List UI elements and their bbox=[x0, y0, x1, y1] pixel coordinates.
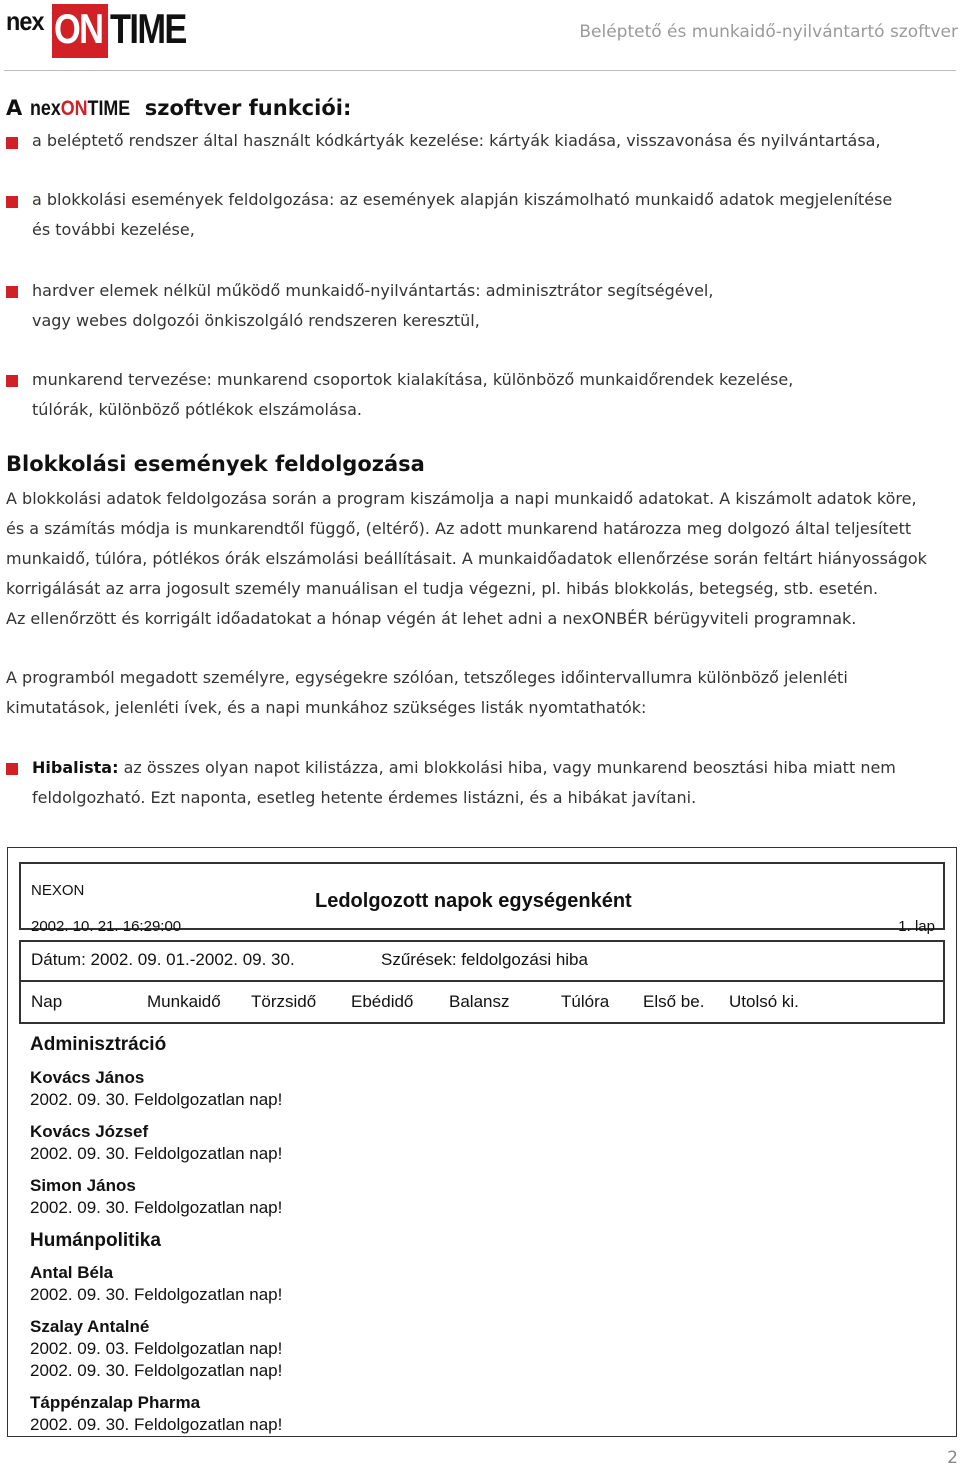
paragraph-line: és a számítás módja is munkarendtől függő, (eltérő). Az adott munkarend határozza meg dolgozó által teljesített bbox=[6, 519, 912, 538]
paragraph-line: A blokkolási adatok feldolgozása során a program kiszámolja a napi munkaidő adatokat. A kiszámolt adatok köre, bbox=[6, 489, 917, 508]
report-entry: 2002. 09. 30. Feldolgozatlan nap! bbox=[30, 1198, 283, 1217]
column-header: Utolsó ki. bbox=[729, 992, 799, 1011]
report-title: Ledolgozott napok egységenként bbox=[315, 890, 632, 912]
header-title: Beléptető és munkaidő-nyilvántartó szoftver bbox=[579, 22, 958, 42]
bullet-icon bbox=[6, 375, 18, 387]
function-item-4 bbox=[32, 365, 793, 425]
bullet-icon bbox=[6, 196, 18, 208]
section-heading: Blokkolási események feldolgozása bbox=[6, 452, 425, 476]
report-divider bbox=[21, 980, 943, 982]
column-header: Törzsidő bbox=[251, 992, 317, 1011]
column-header: Nap bbox=[31, 992, 63, 1011]
hibalista-label: Hibalista: bbox=[32, 758, 119, 777]
function-item-line: a beléptető rendszer által használt kódkártyák kezelése: kártyák kiadása, visszavonása és nyilvántartása, bbox=[32, 131, 881, 150]
bullet-icon bbox=[6, 763, 18, 775]
paragraph-line: munkaidő, túlóra, pótlékos órák elszámolási beállításait. A munkaidőadatok ellenőrzése során feltárt hiányosságok bbox=[6, 549, 927, 568]
report-filter-box bbox=[19, 940, 945, 1024]
report-person-name: Kovács József bbox=[30, 1122, 149, 1141]
report-date-range: Dátum: 2002. 09. 01.-2002. 09. 30. bbox=[31, 950, 295, 969]
function-item-line: és további kezelése, bbox=[32, 220, 195, 239]
report-company: NEXON bbox=[31, 882, 85, 899]
report-person-name: Szalay Antalné bbox=[30, 1317, 150, 1336]
column-header: Első be. bbox=[643, 992, 705, 1011]
bullet-icon bbox=[6, 286, 18, 298]
page-number: 2 bbox=[947, 1448, 958, 1468]
report-person-name: Simon János bbox=[30, 1176, 136, 1195]
section-paragraph-2 bbox=[6, 663, 956, 723]
function-item-3 bbox=[32, 276, 713, 336]
function-item-line: a blokkolási események feldolgozása: az események alapján kiszámolható munkaidő adatok megjelenítése bbox=[32, 190, 893, 209]
column-header: Ebédidő bbox=[351, 992, 414, 1011]
functions-heading-suffix: szoftver funkciói: bbox=[144, 96, 352, 120]
report-filters: Szűrések: feldolgozási hiba bbox=[381, 950, 588, 969]
report-group-title: Humánpolitika bbox=[30, 1230, 161, 1251]
column-header: Munkaidő bbox=[147, 992, 221, 1011]
paragraph-line: korrigálását az arra jogosult személy manuálisan el tudja végezni, pl. hibás blokkolás, betegség, stb. esetén. bbox=[6, 579, 879, 598]
brand-time: TIME bbox=[87, 97, 130, 120]
function-item-line: vagy webes dolgozói önkiszolgáló rendszeren keresztül, bbox=[32, 311, 480, 330]
brand-on: ON bbox=[60, 97, 88, 120]
logo-on: ON bbox=[54, 5, 103, 52]
paragraph-line: Az ellenőrzött és korrigált időadatokat a hónap végén át lehet adni a nexONBÉR bérügyviteli programnak. bbox=[6, 609, 857, 628]
hibalista-line-1 bbox=[32, 753, 896, 783]
report-person-name: Antal Béla bbox=[30, 1263, 114, 1282]
section-paragraph-1 bbox=[6, 484, 956, 634]
functions-heading bbox=[6, 96, 351, 121]
brand-nex: nex bbox=[29, 97, 61, 120]
functions-heading-brand bbox=[30, 97, 130, 121]
report-entry: 2002. 09. 03. Feldolgozatlan nap! bbox=[30, 1339, 283, 1358]
bullet-icon bbox=[6, 137, 18, 149]
column-header: Túlóra bbox=[561, 992, 610, 1011]
header-divider bbox=[4, 70, 956, 71]
report-group-title: Adminisztráció bbox=[30, 1034, 167, 1055]
report-person-name: Táppénzalap Pharma bbox=[30, 1393, 201, 1412]
report-entry: 2002. 09. 30. Feldolgozatlan nap! bbox=[30, 1285, 283, 1304]
report-entry: 2002. 09. 30. Feldolgozatlan nap! bbox=[30, 1415, 283, 1434]
hibalista-line-2: feldolgozható. Ezt naponta, esetleg hetente érdemes listázni, és a hibákat javítani. bbox=[32, 788, 697, 807]
logo-nex: nex bbox=[6, 6, 44, 36]
report-datetime: 2002. 10. 21. 16:29:00 bbox=[31, 918, 182, 935]
column-header: Balansz bbox=[449, 992, 510, 1011]
report-page: 1. lap bbox=[898, 918, 935, 935]
functions-heading-prefix: A bbox=[6, 96, 23, 120]
report-person-name: Kovács János bbox=[30, 1068, 145, 1087]
report-entry: 2002. 09. 30. Feldolgozatlan nap! bbox=[30, 1361, 283, 1380]
paragraph-line: A programból megadott személyre, egységekre szólóan, tetszőleges időintervallumra különböző jelenléti bbox=[6, 668, 848, 687]
report-entry: 2002. 09. 30. Feldolgozatlan nap! bbox=[30, 1144, 283, 1163]
function-item-line: munkarend tervezése: munkarend csoportok kialakítása, különböző munkaidőrendek kezelése, bbox=[32, 370, 794, 389]
logo-time: TIME bbox=[110, 5, 186, 52]
hibalista-text: az összes olyan napot kilistázza, ami blokkolási hiba, vagy munkarend beosztási hiba miatt nem bbox=[123, 758, 896, 777]
hibalista-item bbox=[32, 753, 896, 813]
function-item-2 bbox=[32, 185, 892, 245]
report-entry: 2002. 09. 30. Feldolgozatlan nap! bbox=[30, 1090, 283, 1109]
function-item-1 bbox=[32, 126, 881, 156]
function-item-line: hardver elemek nélkül működő munkaidő-nyilvántartás: adminisztrátor segítségével, bbox=[32, 281, 714, 300]
paragraph-line: kimutatások, jelenléti ívek, és a napi munkához szükséges listák nyomtathatók: bbox=[6, 698, 647, 717]
report-sample bbox=[7, 847, 957, 1437]
function-item-line: túlórák, különböző pótlékok elszámolása. bbox=[32, 400, 362, 419]
report-header-box bbox=[19, 862, 945, 935]
